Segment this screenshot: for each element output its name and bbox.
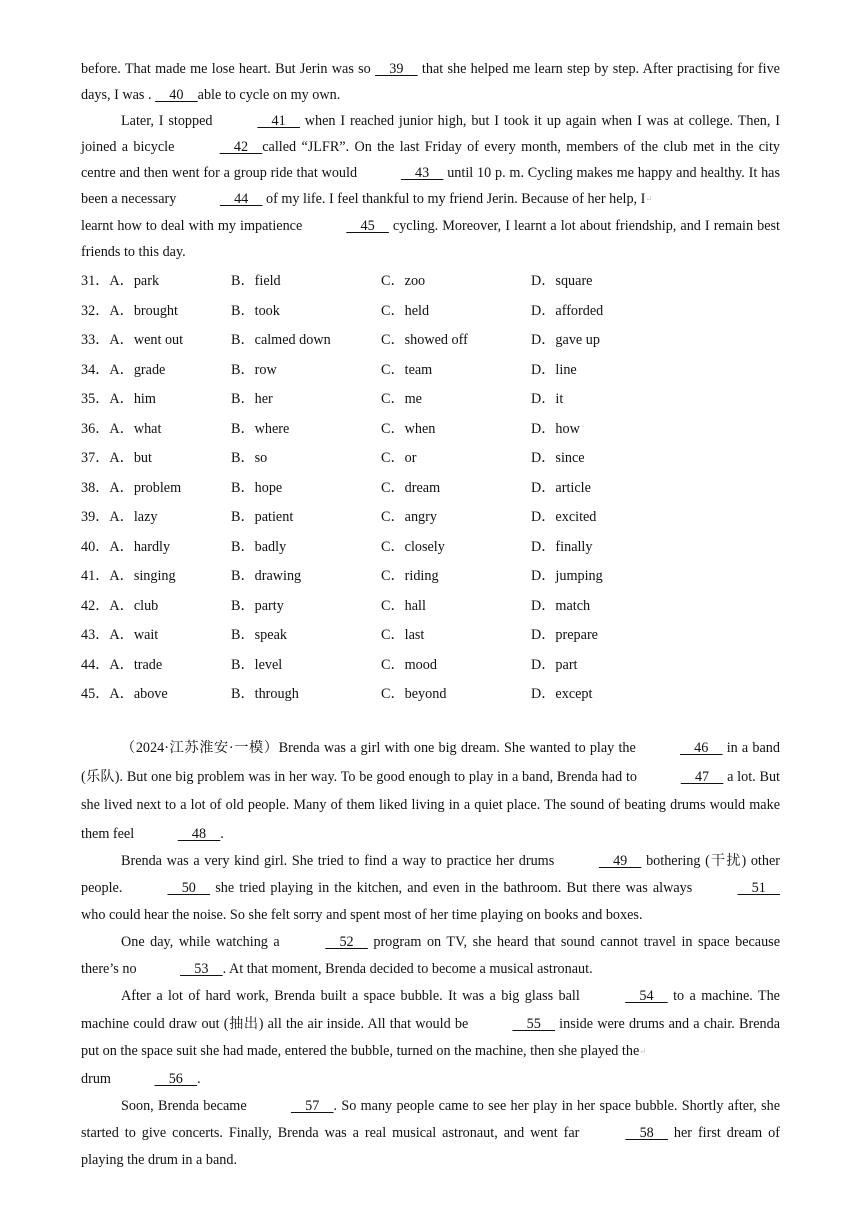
- option-c: [381, 683, 531, 703]
- option-b: [231, 270, 381, 290]
- text: of my life. I feel thankful to my friend Jerin. Because of her help, I: [262, 191, 646, 207]
- blank-48: 48: [177, 825, 221, 842]
- option-text: D．match: [531, 597, 591, 614]
- option-text: B．level: [231, 656, 283, 673]
- option-text: A．wait: [109, 627, 159, 644]
- text: bothering (干扰) other people.: [81, 853, 780, 897]
- text: that she helped me learn step by step. After practising for five days, I was .: [81, 61, 780, 103]
- option-text: C．last: [381, 627, 425, 644]
- option-row: [81, 679, 780, 709]
- blank-52: 52: [325, 934, 368, 951]
- option-d: [531, 270, 780, 290]
- option-text: B．where: [231, 420, 290, 437]
- option-text: A．singing: [109, 568, 176, 585]
- option-b: [231, 595, 381, 615]
- option-text: C．or: [381, 450, 417, 467]
- option-text: C．hall: [381, 597, 426, 614]
- option-text: D．how: [531, 420, 580, 437]
- option-text: B．calmed down: [231, 332, 331, 349]
- option-text: B．took: [231, 302, 280, 319]
- text: Soon, Brenda became: [121, 1098, 251, 1115]
- passage2-paragraph3: [81, 929, 780, 983]
- option-text: C．showed off: [381, 332, 468, 349]
- blank-42: 42: [219, 139, 263, 155]
- text: called “JLFR”. On the last Friday of every month, members of the club met in the city centre and then went for a group ride that would: [81, 139, 780, 181]
- passage1-paragraph2: [81, 108, 780, 265]
- option-row: [81, 620, 780, 650]
- option-text: B．drawing: [231, 568, 302, 585]
- option-row: [81, 531, 780, 561]
- option-row: [81, 295, 780, 325]
- option-text: A．club: [109, 597, 159, 614]
- text: before. That made me lose heart. But Jerin was so: [81, 61, 376, 77]
- option-text: A．him: [109, 391, 156, 408]
- option-a: [81, 447, 231, 467]
- text: program on TV, she heard that sound cannot travel in space because there’s no: [81, 934, 780, 978]
- text: learnt how to deal with my impatience: [81, 217, 307, 234]
- option-text: C．angry: [381, 509, 437, 526]
- text: able to cycle on my own.: [197, 87, 341, 103]
- option-a: [81, 418, 231, 438]
- option-text: B．so: [231, 450, 268, 467]
- question-number: 37．: [81, 450, 110, 467]
- option-text: C．zoo: [381, 273, 426, 290]
- option-a: [81, 683, 231, 703]
- option-c: [381, 388, 531, 408]
- option-text: A．what: [109, 420, 162, 437]
- option-text: D．line: [531, 361, 577, 378]
- option-text: B．badly: [231, 538, 287, 555]
- text: a lot. But she lived next to a lot of old people. Many of them liked living in a quiet place. The sound of beating drums would make them feel: [81, 768, 780, 842]
- option-text: C．mood: [381, 656, 437, 673]
- text: .: [197, 1070, 201, 1087]
- option-b: [231, 506, 381, 526]
- option-row: [81, 325, 780, 355]
- blank-53: 53: [180, 961, 223, 978]
- option-text: D．finally: [531, 538, 593, 555]
- text: to a machine. The machine could draw out (抽出) all the air inside. All that would be: [81, 988, 780, 1032]
- option-d: [531, 447, 780, 467]
- option-row: [81, 502, 780, 532]
- option-text: B．row: [231, 361, 277, 378]
- question-number: 41．: [81, 568, 110, 585]
- option-c: [381, 447, 531, 467]
- option-d: [531, 418, 780, 438]
- option-text: A．lazy: [109, 509, 158, 526]
- option-text: B．party: [231, 597, 284, 614]
- option-a: [81, 477, 231, 497]
- option-c: [381, 595, 531, 615]
- option-d: [531, 388, 780, 408]
- option-c: [381, 536, 531, 556]
- option-text: C．me: [381, 391, 422, 408]
- option-row: [81, 354, 780, 384]
- option-b: [231, 359, 381, 379]
- option-text: B．speak: [231, 627, 287, 644]
- blank-44: 44: [219, 191, 263, 207]
- option-d: [531, 477, 780, 497]
- blank-50: 50: [167, 880, 211, 897]
- option-text: B．through: [231, 686, 299, 703]
- option-row: [81, 443, 780, 473]
- option-row: [81, 384, 780, 414]
- option-d: [531, 506, 780, 526]
- option-text: C．dream: [381, 479, 441, 496]
- option-a: [81, 388, 231, 408]
- question-number: 32．: [81, 302, 110, 319]
- option-a: [81, 536, 231, 556]
- option-text: D．part: [531, 656, 578, 673]
- option-text: D．afforded: [531, 302, 604, 319]
- option-text: D．it: [531, 391, 564, 408]
- option-b: [231, 654, 381, 674]
- option-d: [531, 565, 780, 585]
- option-text: D．except: [531, 686, 593, 703]
- option-a: [81, 565, 231, 585]
- blank-39: 39: [375, 61, 418, 77]
- text: （2024·江苏淮安·一模）Brenda was a girl with one big dream. She wanted to play the: [121, 740, 640, 757]
- option-c: [381, 270, 531, 290]
- question-number: 36．: [81, 420, 110, 437]
- option-b: [231, 565, 381, 585]
- question-number: 34．: [81, 361, 110, 378]
- option-text: A．park: [109, 273, 160, 290]
- option-c: [381, 418, 531, 438]
- option-c: [381, 654, 531, 674]
- blank-40: 40: [155, 87, 198, 103]
- question-number: 31．: [81, 273, 110, 290]
- option-text: B．patient: [231, 509, 294, 526]
- text: who could hear the noise. So she felt sorry and spent most of her time playing on books and boxes.: [81, 907, 643, 924]
- option-d: [531, 595, 780, 615]
- option-text: A．trade: [109, 656, 163, 673]
- passage2-paragraph4: [81, 983, 780, 1093]
- option-b: [231, 683, 381, 703]
- option-text: C．riding: [381, 568, 439, 585]
- question-number: 40．: [81, 538, 110, 555]
- option-a: [81, 270, 231, 290]
- option-text: D．excited: [531, 509, 597, 526]
- option-a: [81, 506, 231, 526]
- text: when I reached junior high, but I took it up again when I was at college. Then, I joined a bicycle: [81, 113, 780, 155]
- option-row: [81, 561, 780, 591]
- option-a: [81, 654, 231, 674]
- option-b: [231, 624, 381, 644]
- option-text: A．went out: [109, 332, 184, 349]
- option-text: C．when: [381, 420, 436, 437]
- question-number: 42．: [81, 597, 110, 614]
- question-number: 45．: [81, 686, 110, 703]
- option-text: C．team: [381, 361, 433, 378]
- option-text: A．brought: [109, 302, 178, 319]
- option-a: [81, 624, 231, 644]
- option-row: [81, 472, 780, 502]
- option-a: [81, 359, 231, 379]
- option-text: C．held: [381, 302, 430, 319]
- option-a: [81, 300, 231, 320]
- text: she tried playing in the kitchen, and even in the bathroom. But there was always: [210, 880, 698, 897]
- blank-51: 51: [737, 880, 780, 897]
- return-mark: ↵: [645, 194, 653, 204]
- text: until 10 p. m. Cycling makes me happy and healthy. It has been a necessary: [81, 165, 780, 207]
- question-number: 33．: [81, 332, 110, 349]
- blank-41: 41: [257, 113, 300, 129]
- option-c: [381, 506, 531, 526]
- option-text: C．beyond: [381, 686, 447, 703]
- option-a: [81, 595, 231, 615]
- option-text: A．above: [109, 686, 168, 703]
- text: One day, while watching a: [121, 934, 286, 951]
- passage2-paragraph5: [81, 1093, 780, 1174]
- text: her first dream of playing the drum in a band.: [81, 1125, 780, 1169]
- option-c: [381, 565, 531, 585]
- passage2-paragraph2: [81, 848, 780, 929]
- option-b: [231, 300, 381, 320]
- option-b: [231, 477, 381, 497]
- option-b: [231, 418, 381, 438]
- blank-55: 55: [512, 1015, 555, 1032]
- blank-57: 57: [290, 1098, 334, 1115]
- option-c: [381, 477, 531, 497]
- text: inside were drums and a chair. Brenda put on the space suit she had made, entered the bubble, turned on the machine, then she played the: [81, 1015, 780, 1060]
- option-text: D．article: [531, 479, 591, 496]
- option-text: D．prepare: [531, 627, 598, 644]
- option-row: [81, 649, 780, 679]
- blank-43: 43: [400, 165, 444, 181]
- text: Later, I stopped: [121, 113, 218, 129]
- option-a: [81, 329, 231, 349]
- question-number: 35．: [81, 391, 110, 408]
- passage2-paragraph1: [81, 734, 780, 848]
- text: Brenda was a very kind girl. She tried to find a way to practice her drums: [121, 853, 559, 870]
- option-b: [231, 536, 381, 556]
- option-text: D．jumping: [531, 568, 603, 585]
- question-number: 39．: [81, 509, 110, 526]
- passage1-paragraph1: [81, 56, 780, 108]
- blank-54: 54: [625, 988, 668, 1005]
- option-text: D．gave up: [531, 332, 600, 349]
- option-c: [381, 329, 531, 349]
- option-b: [231, 388, 381, 408]
- text: After a lot of hard work, Brenda built a space bubble. It was a big glass ball: [121, 988, 586, 1005]
- blank-45: 45: [346, 217, 389, 234]
- blank-56: 56: [154, 1070, 198, 1087]
- blank-47: 47: [680, 768, 724, 785]
- option-text: B．her: [231, 391, 273, 408]
- blank-58: 58: [625, 1125, 668, 1142]
- option-row: [81, 413, 780, 443]
- option-text: C．closely: [381, 538, 445, 555]
- option-d: [531, 654, 780, 674]
- return-mark: ↵: [639, 1047, 646, 1057]
- option-d: [531, 624, 780, 644]
- question-number: 38．: [81, 479, 110, 496]
- option-c: [381, 359, 531, 379]
- option-b: [231, 329, 381, 349]
- text: . At that moment, Brenda decided to become a musical astronaut.: [222, 961, 593, 978]
- blank-49: 49: [598, 853, 642, 870]
- text: . So many people came to see her play in her space bubble. Shortly after, she started to give concerts. Finally, Brenda was a real musical astronaut, and went far: [81, 1098, 780, 1142]
- option-d: [531, 329, 780, 349]
- document-page: [81, 56, 780, 1174]
- question-number: 43．: [81, 627, 110, 644]
- option-text: A．problem: [109, 479, 182, 496]
- blank-46: 46: [679, 740, 723, 757]
- option-text: A．hardly: [109, 538, 171, 555]
- option-b: [231, 447, 381, 467]
- option-text: B．field: [231, 273, 281, 290]
- option-text: D．since: [531, 450, 585, 467]
- text: .: [220, 825, 224, 842]
- text: cycling. Moreover, I learnt a lot about friendship, and I remain best friends to this day.: [81, 217, 780, 260]
- option-d: [531, 536, 780, 556]
- option-d: [531, 359, 780, 379]
- text: drum: [81, 1070, 115, 1087]
- option-d: [531, 300, 780, 320]
- option-d: [531, 683, 780, 703]
- text: in a band (乐队). But one big problem was in her way. To be good enough to play in a band, Brenda had to: [81, 740, 780, 785]
- option-row: [81, 590, 780, 620]
- option-c: [381, 300, 531, 320]
- option-row: [81, 266, 780, 296]
- option-text: D．square: [531, 273, 593, 290]
- option-text: A．grade: [109, 361, 166, 378]
- question-number: 44．: [81, 656, 110, 673]
- option-text: B．hope: [231, 479, 283, 496]
- option-text: A．but: [109, 450, 152, 467]
- options-list: [81, 266, 780, 709]
- option-c: [381, 624, 531, 644]
